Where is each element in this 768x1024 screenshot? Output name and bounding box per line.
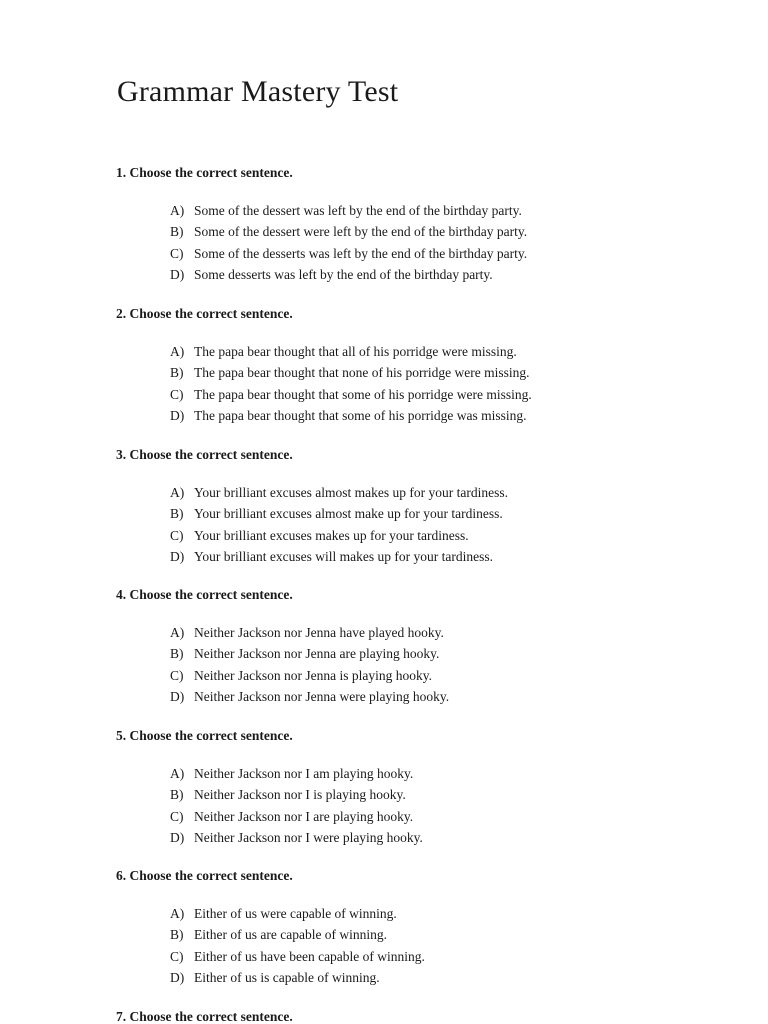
- option-letter: C): [170, 245, 184, 261]
- option-text: Your brilliant excuses will makes up for your tardiness.: [194, 549, 493, 565]
- question-prompt: 6. Choose the correct sentence.: [116, 868, 293, 883]
- option-letter: C): [170, 808, 184, 824]
- option-text: Neither Jackson nor I were playing hooky.: [194, 830, 423, 846]
- option-letter: A): [170, 906, 185, 921]
- answer-option-d: [170, 549, 508, 570]
- option-text: Either of us were capable of winning.: [194, 906, 397, 921]
- answer-option-d: [170, 408, 532, 429]
- option-letter: B): [170, 506, 184, 522]
- option-letter: D): [170, 549, 185, 565]
- answer-option-b: [170, 927, 425, 948]
- question-prompt: 5. Choose the correct sentence.: [116, 728, 293, 743]
- answer-option-b: [170, 506, 508, 527]
- answer-option-d: [170, 267, 527, 288]
- option-text: Neither Jackson nor Jenna were playing hooky.: [194, 689, 450, 705]
- option-text: Your brilliant excuses almost makes up for your tardiness.: [194, 485, 508, 500]
- question-prompt: 4. Choose the correct sentence.: [116, 587, 293, 602]
- option-letter: B): [170, 787, 184, 803]
- answer-option-c: [170, 668, 449, 689]
- option-letter: A): [170, 485, 185, 500]
- option-text: Either of us are capable of winning.: [194, 927, 388, 943]
- answer-option-b: [170, 646, 449, 667]
- option-letter: B): [170, 365, 184, 381]
- answer-option-b: [170, 365, 532, 386]
- option-text: The papa bear thought that all of his porridge were missing.: [194, 344, 517, 359]
- option-letter: D): [170, 267, 185, 283]
- answer-option-a: [170, 625, 449, 646]
- answer-option-c: [170, 387, 532, 408]
- option-text: Neither Jackson nor Jenna is playing hooky.: [194, 667, 432, 683]
- answer-option-a: [170, 906, 425, 927]
- answer-options: [170, 344, 532, 430]
- answer-options: [170, 203, 527, 289]
- document-title: Grammar Mastery Test: [117, 75, 399, 108]
- question-prompt: 1. Choose the correct sentence.: [116, 165, 293, 180]
- option-text: Neither Jackson nor I are playing hooky.: [194, 808, 414, 824]
- answer-options: [170, 485, 508, 571]
- option-text: Some of the dessert was left by the end of the birthday party.: [194, 203, 522, 218]
- answer-option-a: [170, 203, 527, 224]
- question-prompt: 2. Choose the correct sentence.: [116, 306, 293, 321]
- answer-option-d: [170, 970, 425, 991]
- option-letter: C): [170, 386, 184, 402]
- option-letter: B): [170, 646, 184, 662]
- answer-options: [170, 906, 425, 992]
- option-letter: B): [170, 224, 184, 240]
- option-letter: C): [170, 667, 184, 683]
- option-letter: C): [170, 527, 184, 543]
- option-letter: A): [170, 203, 185, 218]
- answer-option-d: [170, 689, 449, 710]
- answer-option-c: [170, 809, 423, 830]
- option-text: Neither Jackson nor I is playing hooky.: [194, 787, 406, 803]
- option-text: Your brilliant excuses almost make up for your tardiness.: [194, 506, 503, 522]
- option-text: Some of the desserts was left by the end of the birthday party.: [194, 245, 528, 261]
- answer-option-b: [170, 787, 423, 808]
- option-letter: A): [170, 625, 185, 640]
- option-text: Either of us have been capable of winning.: [194, 948, 425, 964]
- option-text: Either of us is capable of winning.: [194, 970, 380, 986]
- option-text: Some desserts was left by the end of the birthday party.: [194, 267, 493, 283]
- option-letter: A): [170, 766, 185, 781]
- option-text: The papa bear thought that some of his porridge was missing.: [194, 408, 527, 424]
- answer-options: [170, 625, 449, 711]
- option-text: Neither Jackson nor I am playing hooky.: [194, 766, 414, 781]
- option-letter: D): [170, 689, 185, 705]
- option-text: Neither Jackson nor Jenna are playing hooky.: [194, 646, 440, 662]
- answer-option-c: [170, 528, 508, 549]
- question-prompt: 7. Choose the correct sentence.: [116, 1009, 293, 1024]
- option-letter: D): [170, 970, 185, 986]
- answer-option-d: [170, 830, 423, 851]
- option-text: Your brilliant excuses makes up for your tardiness.: [194, 527, 469, 543]
- option-letter: C): [170, 948, 184, 964]
- answer-option-c: [170, 246, 527, 267]
- answer-option-a: [170, 766, 423, 787]
- option-text: Neither Jackson nor Jenna have played hooky.: [194, 625, 444, 640]
- option-letter: D): [170, 408, 185, 424]
- option-letter: D): [170, 830, 185, 846]
- option-letter: B): [170, 927, 184, 943]
- answer-option-a: [170, 485, 508, 506]
- question-prompt: 3. Choose the correct sentence.: [116, 447, 293, 462]
- answer-option-a: [170, 344, 532, 365]
- answer-option-c: [170, 949, 425, 970]
- option-text: The papa bear thought that some of his porridge were missing.: [194, 386, 532, 402]
- option-text: Some of the dessert were left by the end of the birthday party.: [194, 224, 528, 240]
- option-letter: A): [170, 344, 185, 359]
- answer-options: [170, 766, 423, 852]
- option-text: The papa bear thought that none of his porridge were missing.: [194, 365, 530, 381]
- answer-option-b: [170, 224, 527, 245]
